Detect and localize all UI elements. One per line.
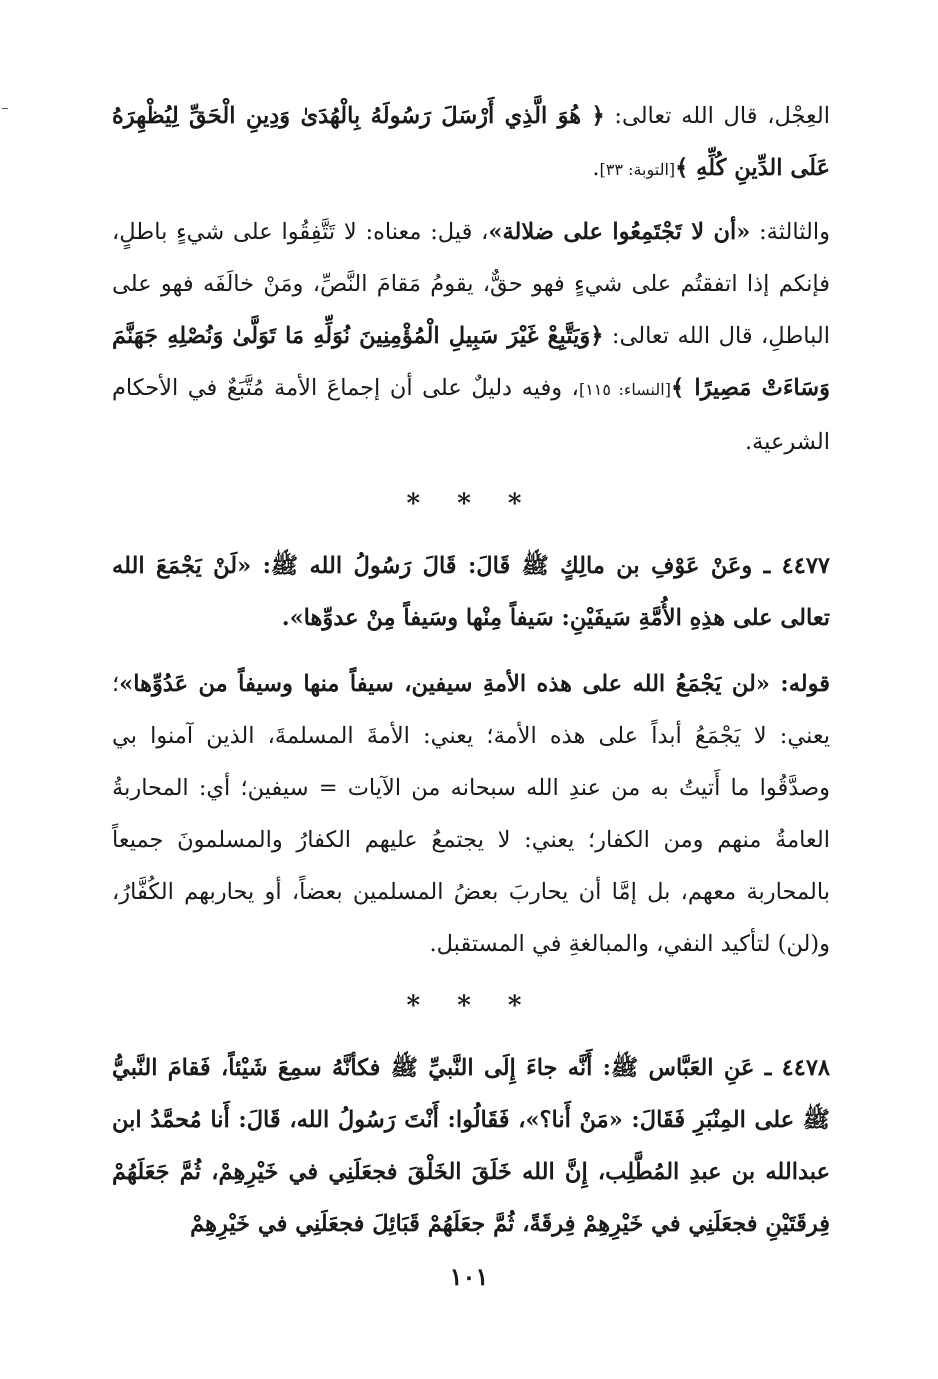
verse-reference: [التوبة: ٣٣]: [599, 160, 676, 179]
paragraph-body: ، قيل: معناه: لا تَتَّفِقُوا على شيءٍ باطلٍ، فإنكم إذا اتفقتُم على شيءٍ فهو حقٌّ، يقومُ مَقامَ النَّصِّ، ومَنْ خالَفَه فهو على الباطلِ، قال الله تعالى:: [112, 219, 831, 349]
section-separator: * * *: [406, 489, 536, 519]
hadith-quote: «لن يَجْمَعُ الله على هذه الأمةِ سيفين، سيفاً منها وسيفاً من عَدُوِّها»: [119, 671, 770, 697]
section-separator: * * *: [406, 991, 536, 1021]
paragraph-body: ، وفيه دليلٌ على أن إجماعَ الأمة مُتَّبَعٌ في الأحكام الشرعية.: [112, 375, 830, 455]
paragraph-lead: العِجْل، قال الله تعالى:: [604, 103, 830, 129]
paragraph-lead: والثالثة:: [750, 219, 830, 245]
hadith-4477: ٤٤٧٧ ـ وعَنْ عَوْفِ بن مالِكٍ ﷺ قَالَ: قَالَ رَسُولُ الله ﷺ: «لَنْ يَجْمَعَ الله تعالى على هذِهِ الأُمَّةِ سَيفَيْنِ: سَيفاً مِنْها وسَيفاً مِنْ عدوِّها».: [112, 553, 830, 631]
page-body: [112, 90, 830, 1250]
paragraph-tail: .: [592, 155, 600, 181]
paragraph-continuation: [112, 90, 830, 196]
paragraph-third-point: [112, 206, 830, 468]
hadith-quote: «أن لا تَجْتَمِعُوا على ضلالة»: [488, 219, 751, 245]
quran-verse: ﴿وَيَتَّبِعْ غَيْرَ سَبِيلِ الْمُؤْمِنِينَ نُوَلِّهِ مَا تَوَلَّىٰ وَنُصْلِهِ جَهَنَّمَ وَسَاءَتْ مَصِيرًا ﴾: [112, 323, 830, 401]
verse-reference: [النساء: ١١٥]: [578, 380, 671, 399]
hadith-4478: ٤٤٧٨ ـ عَنِ العَبَّاس ﷺ: أَنَّه جاءَ إِلَى النَّبيِّ ﷺ فكأنَّهُ سمِعَ شَيْئاً، فَقامَ النَّبيُّ ﷺ على المِنْبَرِ فَقَالَ: «مَنْ أَنا؟»، فَقَالُوا: أَنْتَ رَسُولُ الله، قَالَ: أَنا مُحمَّدُ ابن عبدالله بن عبدِ المُطَّلِب، إِنَّ الله خَلَقَ الخَلْقَ فجعَلَنِي في خَيْرِهِمْ، ثُمَّ جَعَلَهُمْ فِرقَتَيْنِ فجعَلَنِي في خَيْرِهِمْ فِرقَةً، ثُمَّ جعَلَهُمْ قَبَائِلَ فجعَلَنِي في خَيْرِهِمْ: [112, 1055, 830, 1237]
commentary-body: ؛ يعني: لا يَجْمَعُ أبداً على هذه الأمة؛ يعني: الأمةَ المسلمةَ، الذين آمنوا بي وصدَّقُوا ما أَتيتُ به من عندِ الله سبحانه من الآيات = سيفين؛ أي: المحاربةُ العامةُ منهم ومن الكفار؛ يعني: لا يجتمعُ عليهم الكفارُ والمسلمونَ جميعاً بالمحاربة معهم، بل إمَّا أن يحاربَ بعضُ المسلمين بعضاً، أو يحاربهم الكُفَّارُ، و(لن) لتأكيد النفي، والمبالغةِ في المستقبل.: [112, 671, 830, 957]
margin-mark: [2, 108, 8, 109]
page-number: ١٠١: [449, 1262, 489, 1291]
quran-verse: ﴿ هُوَ الَّذِي أَرْسَلَ رَسُولَهُ بِالْهُدَىٰ وَدِينِ الْحَقِّ لِيُظْهِرَهُ عَلَى الدِّينِ كُلِّهِ ﴾: [112, 103, 830, 181]
commentary-lead: قوله:: [769, 671, 831, 697]
commentary-4477: [112, 658, 830, 970]
